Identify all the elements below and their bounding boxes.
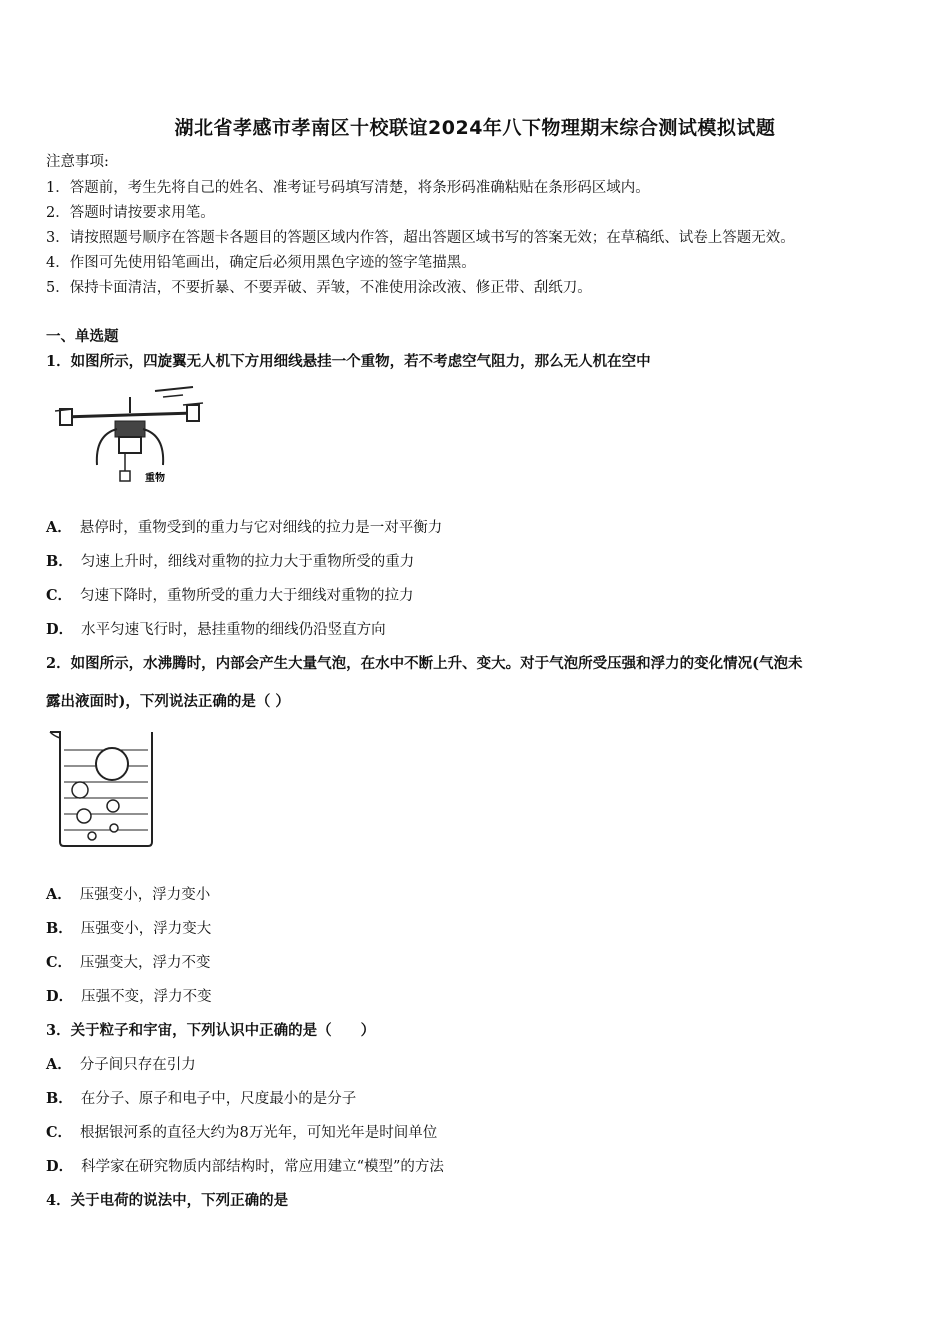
option-text: 悬停时，重物受到的重力与它对细线的拉力是一对平衡力 — [79, 520, 443, 536]
option-text: 根据银河系的直径大约为8万光年，可知光年是时间单位 — [80, 1125, 438, 1141]
note-item-3: 3．请按照题号顺序在答题卡各题目的答题区域内作答，超出答题区域书写的答案无效；在草稿纸、试卷上答题无效。 — [46, 230, 795, 246]
question-3-stem: 3．关于粒子和宇宙，下列认识中正确的是（ ） — [46, 1022, 376, 1039]
question-2-stem-line-2: 露出液面时)，下列说法正确的是（ ） — [46, 693, 290, 710]
question-3-option-c[interactable] — [46, 1124, 437, 1142]
section-heading: 一、单选题 — [46, 328, 119, 345]
question-3-option-b[interactable] — [46, 1090, 356, 1108]
question-2-option-a[interactable] — [46, 886, 210, 904]
note-item-2: 2．答题时请按要求用笔。 — [46, 205, 215, 221]
question-2-option-c[interactable] — [46, 954, 211, 972]
option-label: A． — [46, 1056, 72, 1073]
question-1-option-d[interactable] — [46, 621, 386, 639]
option-text: 匀速下降时，重物所受的重力大于细线对重物的拉力 — [80, 588, 414, 604]
option-text: 在分子、原子和电子中，尺度最小的是分子 — [80, 1091, 357, 1107]
option-label: D． — [46, 621, 74, 638]
question-2-option-d[interactable] — [46, 988, 212, 1006]
option-label: C． — [46, 587, 73, 604]
question-1-option-c[interactable] — [46, 587, 414, 605]
option-label: A． — [46, 886, 72, 903]
option-text: 科学家在研究物质内部结构时，常应用建立“模型”的方法 — [81, 1159, 444, 1175]
notes-heading: 注意事项: — [46, 154, 109, 170]
weight-label: 重物 — [145, 473, 165, 484]
option-label: C． — [46, 954, 73, 971]
question-2-option-b[interactable] — [46, 920, 211, 938]
option-text: 压强变大，浮力不变 — [80, 955, 211, 971]
question-3-option-d[interactable] — [46, 1158, 444, 1176]
option-text: 压强不变，浮力不变 — [81, 989, 212, 1005]
question-3-option-a[interactable] — [46, 1056, 196, 1074]
option-label: A． — [46, 519, 72, 536]
question-1-option-a[interactable] — [46, 519, 442, 537]
option-label: B． — [46, 920, 73, 937]
note-item-5: 5．保持卡面清洁，不要折暴、不要弄破、弄皱，不准使用涂改液、修正带、刮纸刀。 — [46, 280, 592, 296]
option-label: C． — [46, 1124, 73, 1141]
option-text: 水平匀速飞行时，悬挂重物的细线仍沿竖直方向 — [81, 622, 386, 638]
page-title: 湖北省孝感市孝南区十校联谊2024年八下物理期末综合测试模拟试题 — [174, 117, 776, 139]
question-4-stem: 4．关于电荷的说法中，下列正确的是 — [46, 1192, 289, 1209]
option-text: 压强变小，浮力变小 — [79, 887, 211, 903]
option-label: D． — [46, 1158, 74, 1175]
question-1-stem: 1．如图所示，四旋翼无人机下方用细线悬挂一个重物，若不考虑空气阻力，那么无人机在空中 — [46, 353, 651, 370]
option-text: 分子间只存在引力 — [79, 1057, 196, 1073]
option-text: 压强变小，浮力变大 — [80, 921, 212, 937]
option-text: 匀速上升时，细线对重物的拉力大于重物所受的重力 — [80, 554, 415, 570]
option-label: B． — [46, 1090, 73, 1107]
beaker-figure — [48, 728, 156, 850]
note-item-4: 4．作图可先使用铅笔画出，确定后必须用黑色字迹的签字笔描黑。 — [46, 255, 476, 271]
question-2-stem-line-1: 2．如图所示，水沸腾时，内部会产生大量气泡，在水中不断上升、变大。对于气泡所受压强和浮力的变化情况(气泡未 — [46, 655, 803, 672]
option-label: D． — [46, 988, 74, 1005]
option-label: B． — [46, 553, 73, 570]
question-1-option-b[interactable] — [46, 553, 414, 571]
drone-figure — [55, 385, 205, 485]
note-item-1: 1．答题前，考生先将自己的姓名、准考证号码填写清楚，将条形码准确粘贴在条形码区域内。 — [46, 180, 650, 196]
